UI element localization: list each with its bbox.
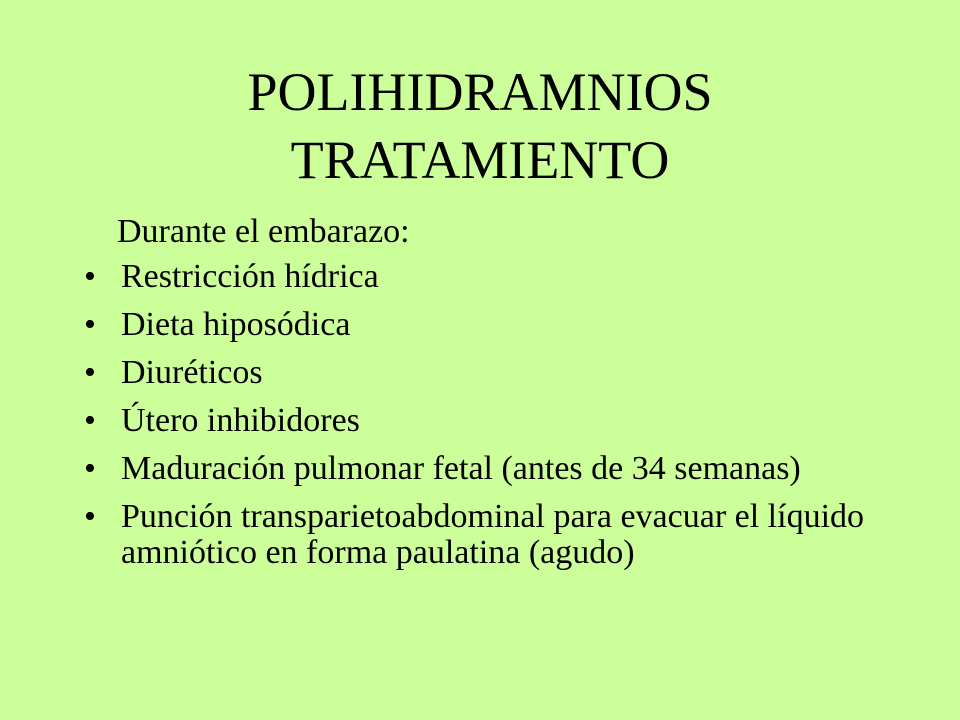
bullet-item (84, 307, 904, 343)
bullet-dot-icon: • (84, 306, 96, 343)
title-line-2: TRATAMIENTO (290, 130, 670, 190)
bullet-text: Diuréticos (121, 354, 263, 391)
bullet-dot-icon: • (84, 354, 96, 391)
bullet-item (84, 403, 904, 439)
bullet-text: Dieta hiposódica (121, 306, 351, 343)
bullet-item (84, 259, 904, 295)
bullet-dot-icon: • (84, 450, 96, 487)
bullet-item (84, 355, 904, 391)
bullet-dot-icon: • (84, 258, 96, 295)
intro-text: Durante el embarazo: (117, 213, 410, 250)
title-line-1: POLIHIDRAMNIOS (247, 62, 713, 122)
bullet-item (84, 499, 904, 571)
bullet-text: Maduración pulmonar fetal (antes de 34 semanas) (121, 450, 801, 487)
bullet-dot-icon: • (84, 402, 96, 439)
bullet-dot-icon: • (84, 498, 96, 535)
slide-title (0, 58, 960, 194)
bullet-text: Punción transparietoabdominal para evacuar el líquido amniótico en forma paulatina (agudo) (121, 498, 865, 571)
bullet-list (84, 259, 904, 583)
bullet-text: Restricción hídrica (121, 258, 379, 295)
bullet-item (84, 451, 904, 487)
bullet-text: Útero inhibidores (121, 402, 360, 439)
